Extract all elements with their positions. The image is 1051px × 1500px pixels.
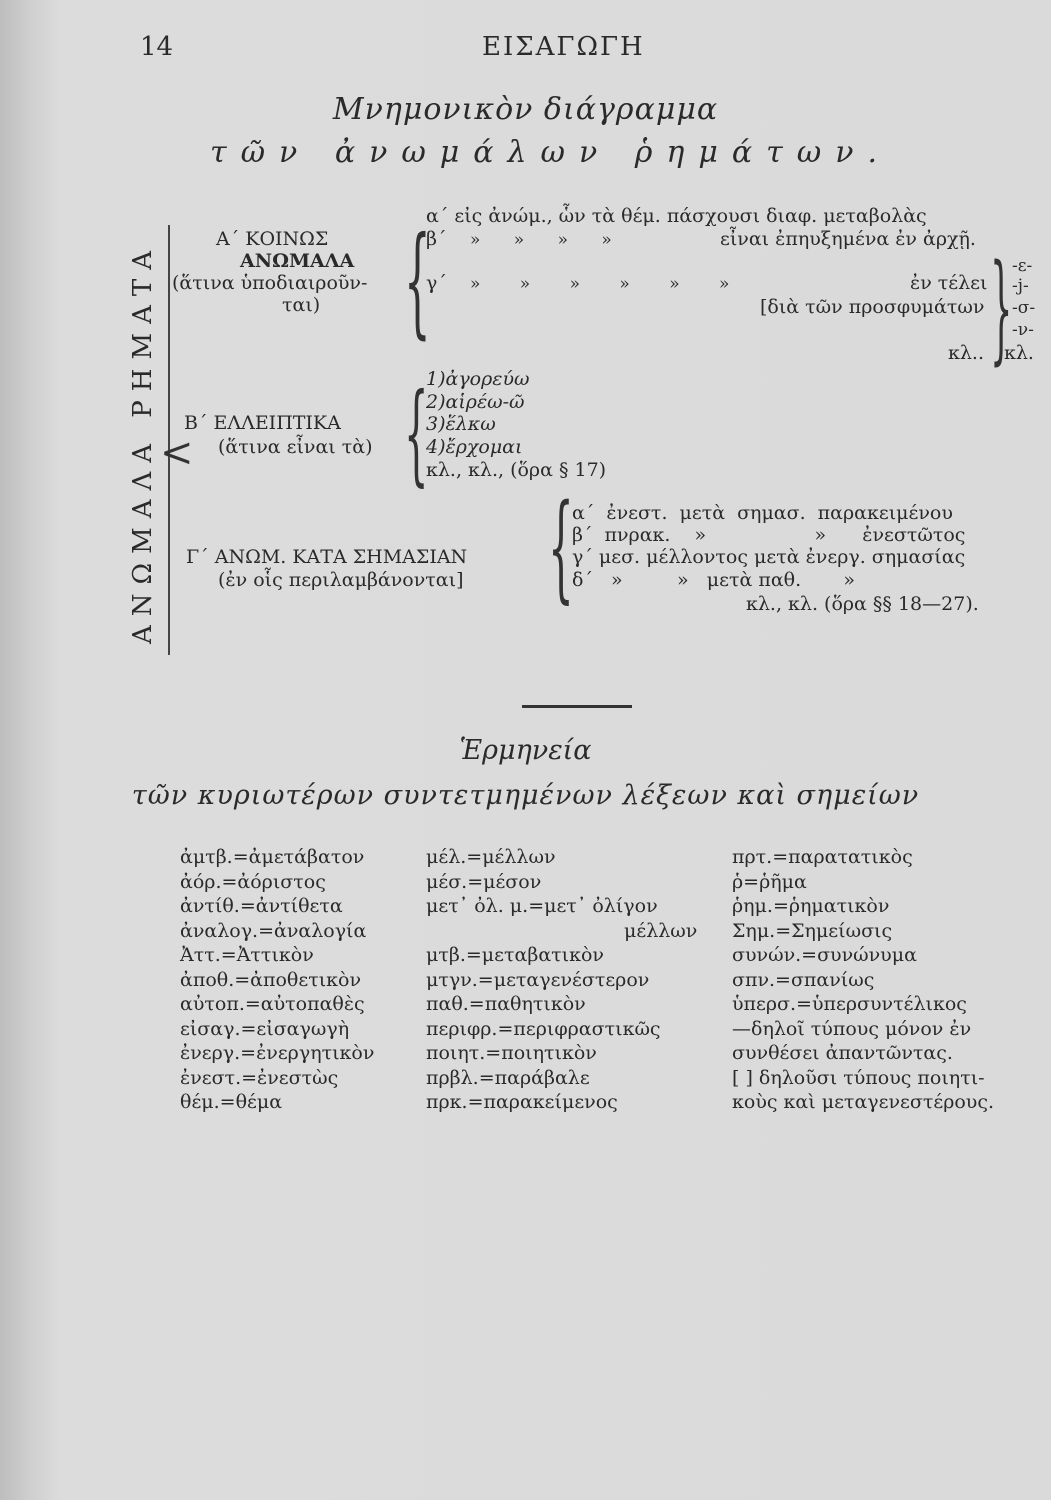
abbrev-entry: ἀόρ.=ἀόριστος — [180, 870, 326, 893]
abbrev-entry: Σημ.=Σημείωσις — [732, 919, 893, 942]
abbrev-entry: μτγν.=μεταγενέστερον — [426, 968, 650, 991]
group-a-row-1: α΄ εἰς ἀνώμ., ὧν τὰ θέμ. πάσχουσι διαφ. μεταβολὰς — [426, 205, 927, 227]
side-label: ΑΝΩΜΑΛΑ ΡΗΜΑΤΑ — [128, 242, 159, 644]
section-subtitle: τῶν κυριωτέρων συντετμημένων λέξεων καὶ σημείων — [131, 780, 920, 811]
group-b-item-2: 2)αἱρέω-ῶ — [426, 391, 525, 413]
group-a-row-2-ditto: » » » » — [470, 230, 612, 250]
group-c-row-1: α΄ ἐνεστ. μετὰ σημασ. παρακειμένου — [572, 502, 953, 524]
abbrev-entry: παθ.=παθητικὸν — [426, 993, 586, 1015]
group-a-row-3-marker: γ΄ — [426, 272, 447, 294]
abbrev-entry: Ἀττ.=Ἀττικὸν — [180, 944, 314, 966]
group-c-row-3: γ΄ μεσ. μέλλοντος μετὰ ἐνεργ. σημασίας — [572, 546, 966, 568]
group-a-row-3-text: ἐν τέλει — [910, 272, 988, 294]
abbrev-entry: ἀμτβ.=ἀμετάβατον — [180, 846, 365, 868]
abbrev-entry: ἀντίθ.=ἀντίθετα — [180, 895, 343, 917]
diagram-title: Μνημονικὸν διάγραμμα — [332, 92, 719, 127]
group-b-brace: { — [404, 369, 429, 497]
abbrev-entry: ἐνεργ.=ἐνεργητικὸν — [180, 1042, 375, 1064]
abbrev-entry: ἀναλογ.=ἀναλογία — [180, 919, 367, 942]
group-a-row-4: [διὰ τῶν προσφυμάτων — [760, 296, 985, 318]
abbrev-entry: θέμ.=θέμα — [180, 1091, 283, 1113]
abbrev-entry: σπν.=σπανίως — [732, 968, 875, 991]
abbrev-entry: [ ] δηλοῦσι τύπους ποιητι- — [732, 1066, 985, 1089]
suffix-n: -ν- — [1012, 320, 1034, 340]
abbrev-entry: πρβλ.=παράβαλε — [426, 1066, 590, 1089]
group-a-row-2-text: εἶναι ἐπηυξημένα ἐν ἀρχῇ. — [720, 228, 976, 250]
group-a-note: (ἅτινα ὑποδιαιροῦν- — [172, 272, 368, 294]
page-number: 14 — [140, 32, 174, 62]
section-title: Ἑρμηνεία — [459, 735, 592, 766]
abbrev-entry: πρτ.=παρατατικὸς — [732, 846, 913, 868]
abbrev-entry: συνών.=συνώνυμα — [732, 944, 917, 966]
abbrev-entry: πρκ.=παρακείμενος — [426, 1091, 618, 1113]
group-b-note: (ἅτινα εἶναι τὰ) — [218, 436, 373, 458]
group-a-row-3-ditto: » » » » » » — [470, 274, 730, 294]
group-c-row-2: β΄ πνρακ. » » ἐνεστῶτος — [572, 524, 966, 546]
group-c-row-5: κλ., κλ. (ὅρα §§ 18—27). — [746, 593, 979, 615]
suffix-s: -σ- — [1012, 298, 1036, 318]
abbrev-entry: μτβ.=μεταβατικὸν — [426, 944, 604, 966]
abbrev-column-3 — [732, 845, 994, 1115]
group-a-note-2: ται) — [282, 294, 321, 316]
group-c-row-4: δ΄ » » μετὰ παθ. » — [572, 569, 856, 591]
abbrev-entry: ῥ=ῥῆμα — [732, 870, 807, 893]
group-a-label: Α΄ ΚΟΙΝΩΣ — [216, 228, 329, 250]
abbrev-entry: μέλ.=μέλλων — [426, 846, 556, 868]
group-b-item-1: 1)ἀγορεύω — [426, 368, 530, 390]
abbrev-entry: μέλλων — [624, 919, 698, 942]
abbrev-entry: εἰσαγ.=εἰσαγωγὴ — [180, 1017, 350, 1040]
abbrev-entry: ποιητ.=ποιητικὸν — [426, 1042, 597, 1064]
group-b-item-3: 3)ἕλκω — [426, 413, 496, 435]
section-divider — [522, 705, 632, 708]
abbrev-entry: περιφρ.=περιφραστικῶς — [426, 1017, 661, 1040]
abbrev-entry: μέσ.=μέσον — [426, 870, 542, 893]
group-b-label: Β΄ ΕΛΛΕΙΠΤΙΚΑ — [184, 412, 341, 434]
abbrev-entry: ἀποθ.=ἀποθετικὸν — [180, 968, 362, 991]
side-brace-tip: < — [160, 430, 194, 476]
group-a-row-5: κλ.. — [948, 342, 984, 364]
abbrev-entry: ἐνεστ.=ἐνεστὼς — [180, 1066, 339, 1089]
group-c-brace: { — [548, 480, 574, 615]
group-c-note: (ἐν οἷς περιλαμβάνονται] — [218, 569, 464, 591]
suffix-e: -ε- — [1012, 256, 1033, 276]
diagram-subtitle: τῶν ἀνωμάλων ῥημάτων. — [210, 135, 891, 170]
group-b-item-5: κλ., κλ., (ὅρα § 17) — [426, 459, 607, 481]
running-head: ΕΙΣΑΓΩΓΗ — [482, 32, 645, 62]
abbrev-entry: συνθέσει ἀπαντῶντας. — [732, 1042, 953, 1064]
group-a-label-2: ΑΝΩΜΑΛΑ — [240, 250, 355, 272]
suffix-j: -j- — [1012, 276, 1029, 296]
abbrev-entry: —δηλοῖ τύπους μόνον ἐν — [732, 1017, 972, 1040]
group-a-brace: { — [404, 212, 431, 351]
abbrev-entry: ὑπερσ.=ὑπερσυντέλικος — [732, 993, 967, 1015]
abbrev-entry: ῥημ.=ῥηματικὸν — [732, 895, 890, 917]
suffix-etc: κλ. — [1004, 342, 1034, 364]
abbrev-entry: αὐτοπ.=αὐτοπαθὲς — [180, 993, 365, 1015]
group-c-label: Γ΄ ΑΝΩΜ. ΚΑΤΑ ΣΗΜΑΣΙΑΝ — [186, 546, 468, 568]
group-a-row-2-marker: β΄ — [426, 228, 447, 250]
group-b-item-4: 4)ἔρχομαι — [426, 436, 523, 458]
abbrev-column-2 — [426, 845, 697, 1115]
abbrev-entry: μετ᾽ ὀλ. μ.=μετ᾽ ὀλίγον — [426, 895, 658, 917]
suffix-brace: } — [990, 238, 1013, 376]
abbrev-column-1 — [180, 845, 374, 1115]
abbrev-entry: κοὺς καὶ μεταγενεστέρους. — [732, 1091, 995, 1113]
